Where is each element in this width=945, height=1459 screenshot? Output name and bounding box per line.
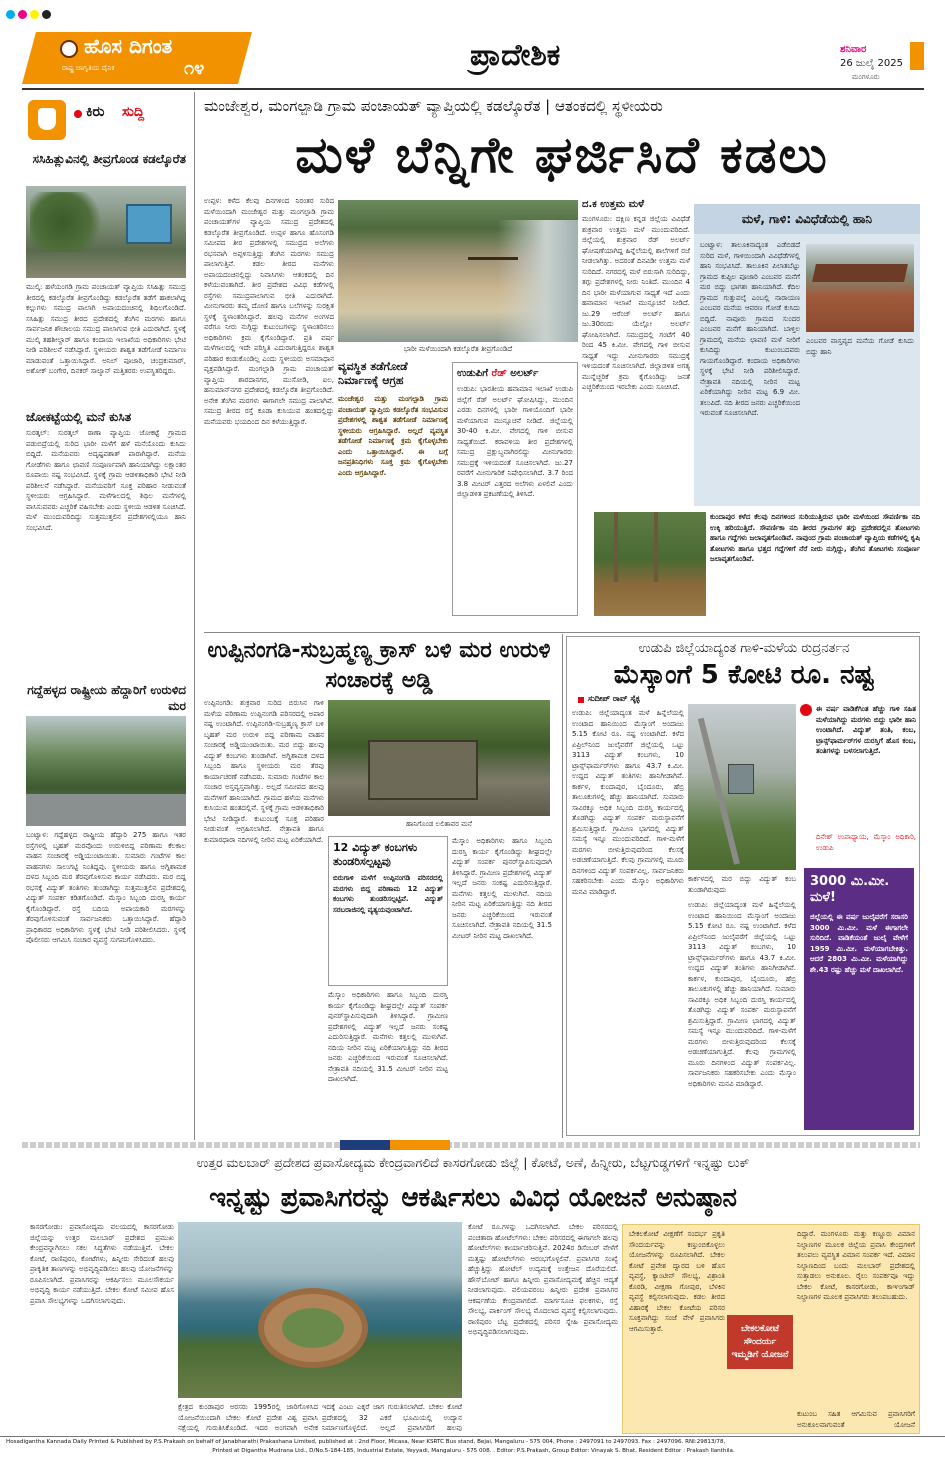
bekal-box xyxy=(622,1224,920,1434)
kiru-item2-body: ಸುರತ್ಕಲ್: ಸುರತ್ಕಲ್ ಠಾಣಾ ವ್ಯಾಪ್ತಿಯ ಜೋಕಟ್ಟೆ ಗ್ರಾಮದ ಪಡುಬಿದ್ರೆಯಲ್ಲಿ ಸುರಿದ ಭಾರೀ ಮಳೆಗೆ ಹಳೆ ಮನೆಯೊಂದು ಕುಸಿದು ಬಿದ್ದಿದೆ. ಮನೆಯವರು ಅದೃಷ್ಟವಶಾತ್ ಪಾರಾಗಿದ್ದಾರೆ. ಮನೆಯ ಗೋಡೆಗಳು ಹಾಗೂ ಛಾವಣಿ ಸಂಪೂರ್ಣವಾಗಿ ಹಾನಿಯಾಗಿದ್ದು ಲಕ್ಷಾಂತರ ರೂಪಾಯಿ ನಷ್ಟ ಸಂಭವಿಸಿದೆ. ಸ್ಥಳಕ್ಕೆ ಗ್ರಾಮ ಆಡಳಿತಾಧಿಕಾರಿ ಭೇಟಿ ನೀಡಿ ಪರಿಶೀಲನೆ ನಡೆಸಿದ್ದಾರೆ. ಮನೆಯವರಿಗೆ ಸೂಕ್ತ ಪರಿಹಾರ ನೀಡುವಂತೆ ಸ್ಥಳೀಯರು ಆಗ್ರಹಿಸಿದ್ದಾರೆ. ಮಳೆಗಾಲದಲ್ಲಿ ಶಿಥಿಲ ಮನೆಗಳಲ್ಲಿ ವಾಸಿಸುವವರು ಎಚ್ಚರಿಕೆ ವಹಿಸಬೇಕು ಎಂದು ಸ್ಥಳೀಯ ಆಡಳಿತ ಸೂಚಿಸಿದೆ. ಮಳೆ ಮುಂದುವರಿದಿದ್ದು ಸುತ್ತಮುತ್ತಲಿನ ಪ್ರದೇಶಗಳಲ್ಲಿಯೂ ಹಾನಿ ಸಂಭವಿಸಿದೆ. xyxy=(26,429,186,532)
udupi-byline-icon xyxy=(578,697,584,703)
udupi-red-title xyxy=(457,367,573,380)
bekal-box-badge xyxy=(727,1315,793,1369)
page-number: ೧೪ xyxy=(184,58,205,79)
uppinangadi-photo xyxy=(328,700,550,816)
damage-box-title: ಮಳೆ, ಗಾಳಿ: ವಿವಿಧೆಡೆಯಲ್ಲಿ ಹಾನಿ xyxy=(694,204,920,234)
lead-photo xyxy=(338,200,578,342)
photo-wall xyxy=(368,740,478,800)
hand-glyph-icon xyxy=(38,108,56,130)
masthead xyxy=(0,28,945,86)
photo-transformer xyxy=(728,764,754,794)
kirusuddi-label-b: ಸುದ್ದಿ xyxy=(122,104,145,120)
bekal-box-left: ಬೇಕಲಕೋಟೆ ವೀಕ್ಷಣೆಗೆ ಸಂದರ್ಭ ಪ್ರಕೃತಿ ಸೌಂದರ್ಯವನ್ನು ಕಣ್ತುಂಬಿಕೊಳ್ಳಲು ಯೋಜನೆಗಳನ್ನು ರೂಪಿಸಲಾಗಿದೆ. ಬೇಕಲ ಕೋಟೆ ಪ್ರವೇಶ ದ್ವಾರದ ಬಳಿ ಹೊಸ ವ್ಯವಸ್ಥೆ, ಕ್ಯಾಂಟೀನ್ ಸೌಲಭ್ಯ, ವಿಶ್ರಾಂತಿ ಕೊಠಡಿ, ವೀಕ್ಷಣಾ ಗೋಪುರ, ಬೆಳಕಿನ ವ್ಯವಸ್ಥೆ ಕಲ್ಪಿಸಲಾಗುವುದು. ಕಡಲ ತೀರದ ವಿಹಾರಕ್ಕೆ ಬೇಕಲ ಕೋಟೆಯ ಪರಿಸರ ಸೂಕ್ತವಾಗಿದ್ದು ಸಂಜೆ ವೇಳೆ ಪ್ರವಾಸಿಗರು ಆಗಮಿಸುತ್ತಾರೆ. xyxy=(629,1230,725,1333)
photo-palms xyxy=(614,512,618,582)
lead-kicker: ಮಂಜೇಶ್ವರ, ಮಂಗಲ್ಪಾಡಿ ಗ್ರಾಮ ಪಂಚಾಯತ್ ವ್ಯಾಪ್ತಿಯಲ್ಲಿ ಕಡಲ್ಕೊರೆತ | ಆತಂಕದಲ್ಲಿ ಸ್ಥಳೀಯರು xyxy=(204,97,663,115)
photo-driftwood xyxy=(468,236,518,260)
quote-by: ದಿನೇಶ್ ಉಪಾಧ್ಯಾಯ, ಮೆಸ್ಕಾಂ ಅಧಿಕಾರಿ, ಉಡುಪಿ xyxy=(816,833,916,852)
section-title: ಪ್ರಾದೇಶಿಕ xyxy=(470,38,561,73)
masthead-rule xyxy=(22,88,924,90)
rain-stat-body: ಜಿಲ್ಲೆಯಲ್ಲಿ ಈ ವರ್ಷ ಜುಲೈವರೆಗೆ ಸರಾಸರಿ 3000 ಮಿ.ಮೀ. ಮಳೆ ಈಗಾಗಲೇ ಸುರಿದಿದೆ. ವಾಡಿಕೆಯಂತೆ ಜುಲೈ ವೇಳೆಗೆ 1959 ಮಿ.ಮೀ. ಮಳೆಯಾಗಬೇಕಿತ್ತು. ಆದರೆ 2803 ಮಿ.ಮೀ. ಮಳೆಯಾಗಿದ್ದು ಶೇ.43 ರಷ್ಟು ಹೆಚ್ಚು ಮಳೆ ದಾಖಲಾಗಿದೆ. xyxy=(810,913,908,974)
tourism-col1: ಕಾಸರಗೋಡು: ಪ್ರವಾಸೋದ್ಯಮ ವಲಯದಲ್ಲಿ ಕಾಸರಗೋಡು ಜಿಲ್ಲೆಯನ್ನು ಉತ್ತರ ಮಲಬಾರ್ ಪ್ರದೇಶದ ಪ್ರಮುಖ ಕೇಂದ್ರವನ್ನಾಗಿಸಲು ಸಕಲ ಸಿದ್ಧತೆಗಳು ನಡೆಯುತ್ತಿವೆ. ಬೇಕಲ ಕೋಟೆ, ರಾಣಿಪುರಂ, ಕೋಟೆಗಳು, ಹಿನ್ನೀರು ಸೇರಿದಂತೆ ಹಲವು ಪ್ರಾಕೃತಿಕ ತಾಣಗಳನ್ನು ಅಭಿವೃದ್ಧಿಪಡಿಸಲು ಹಲವು ಯೋಜನೆಗಳನ್ನು ರೂಪಿಸಲಾಗಿದೆ. ಪ್ರವಾಸಿಗರನ್ನು ಆಕರ್ಷಿಸಲು ಮೂಲಸೌಕರ್ಯ ಅಭಿವೃದ್ಧಿ ಕಾರ್ಯ ನಡೆಯುತ್ತಿದೆ. ಬೇಕಲ ಕೋಟೆ ಸಮೀಪ ಹೊಸ ಪ್ರವಾಸಿ ಸೌಲಭ್ಯಗಳನ್ನು ಒದಗಿಸಲಾಗುವುದು. xyxy=(30,1223,174,1305)
rain-dk-block xyxy=(582,198,690,514)
kirusuddi-header xyxy=(22,92,190,148)
flood-caption: ಕುಂದಾಪುರ ಕಳೆದ ಕೆಲವು ದಿನಗಳಿಂದ ಸುರಿಯುತ್ತಿರುವ ಭಾರೀ ಮಳೆಯಿಂದ ಸೌಪರ್ಣಿಕಾ ನದಿ ಉಕ್ಕಿ ಹರಿಯುತ್ತಿದೆ. ಸೌಪರ್ಣಿಕಾ ನದಿ ತೀರದ ಗ್ರಾಮಗಳ ತಗ್ಗು ಪ್ರದೇಶದಲ್ಲಿನ ತೋಟಗಳು ಹಾಗೂ ಗದ್ದೆಗಳು ಜಲಾವೃತಗೊಂಡಿವೆ. ನಾವುಂದ ಗ್ರಾಮ ಪಂಚಾಯತ್ ವ್ಯಾಪ್ತಿಯ ಕಡೆಗಳಲ್ಲಿ ಕೃಷಿ ತೋಟಗಳು ಹಾಗೂ ಭತ್ತದ ಗದ್ದೆಗಳಿಗೆ ನೆರೆ ನೀರು ನುಗ್ಗಿದ್ದು, ತೆಂಗಿನ ತೋಟಗಳು ಸಂಪೂರ್ಣ ಜಲಾವೃತಗೊಂಡಿವೆ. xyxy=(710,513,920,563)
rain-stat-box xyxy=(804,868,914,1130)
photo-fort-inner xyxy=(282,1308,344,1348)
quote-text: ಈ ವರ್ಷ ವಾಡಿಕೆಗಿಂತ ಹೆಚ್ಚು ಗಾಳಿ ಸಹಿತ ಮಳೆಯಾಗಿದ್ದು ಮರಗಳು ಬಿದ್ದು ಭಾರೀ ಹಾನಿ ಉಂಟಾಗಿದೆ. ವಿದ್ಯುತ್ ತಂತಿ, ಕಂಬ, ಟ್ರಾನ್ಸ್‌ಫಾರ್ಮರ್‌ಗಳ ದುರಸ್ತಿಗೆ ಹೊಸ ಕಂಬ, ತಂತಿಗಳನ್ನು ಬಳಸಲಾಗುತ್ತಿದೆ. xyxy=(816,705,916,755)
rain-dk-title: ದ.ಕ ಉತ್ತಮ ಮಳೆ xyxy=(582,199,644,210)
uppinangadi-body1: ಉಪ್ಪಿನಂಗಡಿ: ಶುಕ್ರವಾರ ಸುರಿದ ಬಿರುಸಿನ ಗಾಳಿ ಮಳೆಯ ಪರಿಣಾಮ ಉಪ್ಪಿನಂಗಡಿ ಪರಿಸರದಲ್ಲಿ ಅಪಾರ ನಷ್ಟ ಉಂಟಾಗಿದೆ. ಉಪ್ಪಿನಂಗಡಿ-ಸುಬ್ರಹ್ಮಣ್ಯ ಕ್ರಾಸ್ ಬಳಿ ಬೃಹತ್ ಮರ ಉರುಳಿ ಬಿದ್ದ ಪರಿಣಾಮ ವಾಹನ ಸಂಚಾರಕ್ಕೆ ಅಡ್ಡಿಯುಂಟಾಯಿತು. ಮರ ಬಿದ್ದು ಹಲವು ವಿದ್ಯುತ್ ಕಂಬಗಳು ತುಂಡಾಗಿವೆ. ಅಗ್ನಿಶಾಮಕ ದಳದ ಸಿಬ್ಬಂದಿ ಹಾಗೂ ಸ್ಥಳೀಯರು ಮರ ತೆರವು ಕಾರ್ಯಾಚರಣೆ ನಡೆಸಿದರು. ಸುಮಾರು ಗಂಟೆಗಳ ಕಾಲ ಸಂಚಾರ ಅಸ್ತವ್ಯಸ್ತವಾಗಿತ್ತು. ಅಲ್ಲದೆ ಸಮೀಪದ ಹಲವು ಮನೆಗಳಿಗೆ ಹಾನಿಯಾಗಿದೆ. ಗ್ರಾಮದ ಹಳೆಯ ಮನೆಗಳು ಕುಸಿಯುವ ಹಂತದಲ್ಲಿವೆ. ಸ್ಥಳಕ್ಕೆ ಗ್ರಾಮ ಆಡಳಿತಾಧಿಕಾರಿ ಭೇಟಿ ನೀಡಿದ್ದಾರೆ. ಕುಟುಂಬಕ್ಕೆ ಸೂಕ್ತ ಪರಿಹಾರ ನೀಡುವಂತೆ ಆಗ್ರಹಿಸಲಾಗಿದೆ. ನೇತ್ರಾವತಿ ಹಾಗೂ ಕುಮಾರಧಾರಾ ನದಿಗಳಲ್ಲಿ ನೀರಿನ ಮಟ್ಟ ಏರಿಕೆಯಾಗಿದೆ. xyxy=(204,699,324,844)
separator-orange-bar xyxy=(390,1140,450,1150)
udupi-byline: ಸುದೀಪ್ ರಾವ್ ಸೈಕ್ಳ xyxy=(588,694,640,703)
uppinangadi-body3: ಮೆಸ್ಕಾಂ ಅಧಿಕಾರಿಗಳು ಹಾಗೂ ಸಿಬ್ಬಂದಿ ದುರಸ್ತಿ ಕಾರ್ಯ ಕೈಗೊಂಡಿದ್ದು ಶೀಘ್ರದಲ್ಲೇ ವಿದ್ಯುತ್ ಸಂಪರ್ಕ ಪುನರ್‌ಸ್ಥಾಪಿಸುವುದಾಗಿ ತಿಳಿಸಿದ್ದಾರೆ. ಗ್ರಾಮೀಣ ಪ್ರದೇಶಗಳಲ್ಲಿ ವಿದ್ಯುತ್ ಇಲ್ಲದೆ ಜನರು ಸಂಕಷ್ಟ ಎದುರಿಸುತ್ತಿದ್ದಾರೆ. ಮನೆಗಳು ಕತ್ತಲಲ್ಲಿ ಮುಳುಗಿವೆ. ನದಿಯ ನೀರಿನ ಮಟ್ಟ ಏರಿಕೆಯಾಗುತ್ತಿದ್ದು ನದಿ ತೀರದ ಜನರು ಎಚ್ಚರಿಕೆಯಿಂದ ಇರುವಂತೆ ಸೂಚಿಸಲಾಗಿದೆ. ನೇತ್ರಾವತಿ ನದಿಯಲ್ಲಿ 31.5 ಮೀಟರ್ ನೀರಿನ ಮಟ್ಟ ದಾಖಲಾಗಿದೆ. xyxy=(328,991,448,1083)
kiru-item3-title: ಗದ್ದೆಹಳ್ಳದ ರಾಷ್ಟ್ರೀಯ ಹೆದ್ದಾರಿಗೆ ಉರುಳಿದ ಮರ xyxy=(27,683,186,713)
photo-structure xyxy=(126,204,172,244)
quote-mark-icon xyxy=(800,704,812,716)
brand-tagline: ರಾಷ್ಟ್ರ ಜಾಗೃತಿಯ ದೈನಿಕ xyxy=(62,64,115,72)
lead-headline: ಮಳೆ ಬೆನ್ನಿಗೇ ಘರ್ಜಿಸಿದೆ ಕಡಲು xyxy=(295,126,829,184)
kiru-dot-icon xyxy=(74,110,82,118)
damage-photo-caption: ಎಂಬವರ ವಾಸ್ತವ್ಯದ ಮನೆಯ ಗೋಡೆ ಕುಸಿದು ಬಿದ್ದು ಹಾನಿ xyxy=(806,337,914,356)
quote-box xyxy=(800,704,916,862)
pole-caption: ಕಾರ್ಕಳದಲ್ಲಿ ಮರ ಬಿದ್ದು ವಿದ್ಯುತ್ ಕಂಬ ತುಂಡಾಗಿರುವುದು xyxy=(688,875,796,894)
reg-mark-black xyxy=(42,10,51,19)
photo-roof xyxy=(812,264,908,282)
mid-vertical-divider xyxy=(562,634,563,1138)
broken-pole-photo xyxy=(688,704,796,870)
kirusuddi-label-a: ಕಿರು xyxy=(86,104,105,120)
udupi-red-box xyxy=(452,362,578,616)
issue-date: 26 ಜುಲೈ 2025 xyxy=(840,58,903,69)
udupi-red-body: ಉಡುಪಿ: ಭಾರತೀಯ ಹವಾಮಾನ ಇಲಾಖೆ ಉಡುಪಿ ಜಿಲ್ಲೆಗೆ ರೆಡ್ ಅಲರ್ಟ್ ಘೋಷಿಸಿದ್ದು, ಮುಂದಿನ ಎರಡು ದಿನಗಳಲ್ಲಿ ಭಾರೀ ಗಾಳಿಯೊಂದಿಗೆ ಭಾರೀ ಮಳೆಯಾಗುವ ಮುನ್ಸೂಚನೆ ನೀಡಿದೆ. ಜಿಲ್ಲೆಯಲ್ಲಿ 30-40 ಕಿ.ಮೀ. ವೇಗದಲ್ಲಿ ಗಾಳಿ ಬೀಸುವ ಸಾಧ್ಯತೆಯಿದೆ. ಕರಾವಳಿಯ ತೀರ ಪ್ರದೇಶಗಳಲ್ಲಿ ಸಮುದ್ರ ಪ್ರಕ್ಷುಬ್ಧವಾಗಿರಲಿದ್ದು ಮೀನುಗಾರರು ಸಮುದ್ರಕ್ಕೆ ಇಳಿಯದಂತೆ ಸೂಚಿಸಲಾಗಿದೆ. ಜು.27 ರವರೆಗೆ ಮೀನುಗಾರಿಕೆ ನಿಷೇಧಿಸಲಾಗಿದೆ. 3.7 ರಿಂದ 3.8 ಮೀಟರ್ ಎತ್ತರದ ಅಲೆಗಳು ಏಳಲಿವೆ ಎಂದು ಜಿಲ್ಲಾಡಳಿತ ಪ್ರಕಟಣೆಯಲ್ಲಿ ತಿಳಿಸಿದೆ. xyxy=(457,385,573,498)
tourism-col3: ಕೋಟೆ ರೂ.ಗಳನ್ನು ಒದಗಿಸಲಾಗಿದೆ. ಬೇಕಲ ಪರಿಸರದಲ್ಲಿ ಪಂಚತಾರಾ ಹೋಟೆಲ್‌ಗಳು: ಬೇಕಲ ಪರಿಸರದಲ್ಲಿ ಈಗಾಗಲೇ ಹಲವು ಹೋಟೆಲ್‌ಗಳು ಕಾರ್ಯಾಚರಿಸುತ್ತಿವೆ. 2024ರ ಡಿಸೆಂಬರ್ ವೇಳೆಗೆ ಮತ್ತಷ್ಟು ಹೋಟೆಲ್‌ಗಳು ಆರಂಭಗೊಳ್ಳಲಿವೆ. ಪ್ರವಾಸಿಗರ ಸಂಖ್ಯೆ ಹೆಚ್ಚುತ್ತಿದ್ದು ಹೋಟೆಲ್ ಉದ್ಯಮಕ್ಕೆ ಉತ್ತೇಜನ ದೊರೆಯಲಿದೆ. ಹೌಸ್‌ಬೋಟ್ ಹಾಗೂ ಹಿನ್ನೀರು ಪ್ರವಾಸೋದ್ಯಮಕ್ಕೆ ಹೆಚ್ಚಿನ ಆದ್ಯತೆ ನೀಡಲಾಗುವುದು. ವಲಿಯಪರಂಬ ಹಿನ್ನೀರು ಪ್ರದೇಶ ಪ್ರವಾಸಿಗರ ಆಕರ್ಷಣೆಯ ಕೇಂದ್ರವಾಗಲಿದೆ. ಮಾರ್ಗಸೂಚಿ ಫಲಕಗಳು, ರಸ್ತೆ ಸೌಲಭ್ಯ, ಪಾರ್ಕಿಂಗ್ ಸೌಲಭ್ಯ ಮೊದಲಾದ ವ್ಯವಸ್ಥೆ ಕಲ್ಪಿಸಲಾಗುವುದು. ರಾಣಿಪುರಂ ಬೆಟ್ಟ ಪ್ರದೇಶದಲ್ಲಿ ಪರಿಸರ ಸ್ನೇಹಿ ಪ್ರವಾಸೋದ್ಯಮ ಅಭಿವೃದ್ಧಿಪಡಿಸಲಾಗುವುದು. xyxy=(468,1223,618,1336)
rain-stat-title: 3000 ಮಿ.ಮೀ. ಮಳೆ! xyxy=(810,874,890,905)
uppinangadi-headline: ಉಪ್ಪಿನಂಗಡಿ-ಸುಬ್ರಹ್ಮಣ್ಯ ಕ್ರಾಸ್ ಬಳಿ ಮರ ಉರುಳಿ ಸಂಚಾರಕ್ಕೆ ಅಡ್ಡಿ xyxy=(207,638,551,693)
photo-road xyxy=(26,794,186,826)
tourism-headline: ಇನ್ನಷ್ಟು ಪ್ರವಾಸಿಗರನ್ನು ಆಕರ್ಷಿಸಲು ವಿವಿಧ ಯೋಜನೆ ಅನುಷ್ಠಾನ xyxy=(209,1183,737,1213)
damage-box xyxy=(694,204,920,506)
photo-trees xyxy=(30,192,110,252)
lead-side-title: ವ್ಯವಸ್ಥಿತ ತಡೆಗೋಡೆ ನಿರ್ಮಾಣಕ್ಕೆ ಆಗ್ರಹ xyxy=(338,360,408,387)
poles-title: 12 ವಿದ್ಯುತ್ ಕಂಬಗಳು ತುಂಡರಿಸಲ್ಪಟ್ಟವು xyxy=(333,841,418,868)
brand-name: ಹೊಸ ದಿಗಂತ xyxy=(84,34,173,58)
udupi-red-title-b: ರೆಡ್ xyxy=(491,368,507,379)
bekal-box-badge-text: ಬೇಕಲಕೋಟೆ ಸೌಂದರ್ಯ ಇಮ್ಮಡಿಗೆ ಯೋಜನೆ xyxy=(731,1323,789,1360)
issue-city: ಮಂಗಳೂರು xyxy=(852,73,880,81)
poles-body: ಬಿರುಗಾಳಿ ಮಳೆಗೆ ಉಪ್ಪಿನಂಗಡಿ ಪರಿಸರದಲ್ಲಿ ಮರಗಳು ಬಿದ್ದ ಪರಿಣಾಮ 12 ವಿದ್ಯುತ್ ಕಂಬಗಳು ತುಂಡರಿಸಲ್ಪಟ್ಟಿವೆ. ವಿದ್ಯುತ್ ಸರಬರಾಜಿನಲ್ಲಿ ವ್ಯತ್ಯಯವುಂಟಾಗಿದೆ. xyxy=(333,874,443,914)
poles-box xyxy=(328,836,448,986)
udupi-loss-headline: ಮೆಸ್ಕಾಂಗೆ 5 ಕೋಟಿ ರೂ. ನಷ್ಟ xyxy=(613,660,875,690)
issue-day: ಶನಿವಾರ xyxy=(840,44,867,55)
flood-photo xyxy=(594,512,706,616)
udupi-red-title-c: ಅಲರ್ಟ್ xyxy=(506,368,539,379)
rain-dk-body: ಮಂಗಳೂರು: ದಕ್ಷಿಣ ಕನ್ನಡ ಜಿಲ್ಲೆಯ ವಿವಿಧೆಡೆ ಶುಕ್ರವಾರ ಉತ್ತಮ ಮಳೆ ಮುಂದುವರಿದಿದೆ. ಜಿಲ್ಲೆಯಲ್ಲಿ ಶುಕ್ರವಾರ ರೆಡ್ ಅಲರ್ಟ್ ಘೋಷಣೆಯಾಗಿದ್ದ ಹಿನ್ನೆಲೆಯಲ್ಲಿ ಶಾಲೆಗಳಿಗೆ ರಜೆ ನೀಡಲಾಗಿತ್ತು. ಅದರಂತೆ ದಿನವಿಡೀ ಉತ್ತಮ ಮಳೆ ಸುರಿದಿದೆ. ನಗರದಲ್ಲಿ ಮಳೆ ಬಿರುಸಾಗಿ ಸುರಿದಿದ್ದು, ತಗ್ಗು ಪ್ರದೇಶಗಳಲ್ಲಿ ನೀರು ನಿಂತಿದೆ. ಮುಂದಿನ 4 ದಿನ ಭಾರೀ ಮಳೆಯಾಗುವ ಸಾಧ್ಯತೆ ಇದೆ ಎಂದು ಹವಾಮಾನ ಇಲಾಖೆ ಮುನ್ಸೂಚನೆ ನೀಡಿದೆ. ಜು.29 ಆರೆಂಜ್ ಅಲರ್ಟ್ ಹಾಗೂ ಜು.30ರಂದು ಯೆಲ್ಲೋ ಅಲರ್ಟ್ ಘೋಷಿಸಲಾಗಿದೆ. ಸಮುದ್ರದಲ್ಲಿ ಗಂಟೆಗೆ 40 ರಿಂದ 45 ಕಿ.ಮೀ. ವೇಗದಲ್ಲಿ ಗಾಳಿ ಬೀಸುವ ಸಾಧ್ಯತೆ ಇದ್ದು ಮೀನುಗಾರರು ಸಮುದ್ರಕ್ಕೆ ಇಳಿಯದಂತೆ ಸೂಚಿಸಲಾಗಿದೆ. ಜಿಲ್ಲಾಡಳಿತ ಅಗತ್ಯ ಮುನ್ನೆಚ್ಚರಿಕೆ ಕ್ರಮ ಕೈಗೊಂಡಿದ್ದು ಜನತೆ ಎಚ್ಚರಿಕೆಯಿಂದ ಇರಬೇಕು ಎಂದು ಸೂಚಿಸಿದೆ. xyxy=(582,215,690,391)
tourism-col1b: ಕ್ಷೇತ್ರದ ಕುಂಡಾಪುರ ಅರಸರು 1995ರಲ್ಲಿ ಜಾರಿಗೊಳಿಸಿದ ಯೋಜನೆಯಿಂದಾಗಿ ಬೇಕಲ ಕೋಟೆ ಪ್ರದೇಶ ವಿಶ್ವ ಪ್ರವಾಸಿ ನಕ್ಷೆಯಲ್ಲಿ ಗುರುತಿಸಿಕೊಂಡಿದೆ. ಇದರ ಅಂಗವಾಗಿ ಅನೇಕ xyxy=(178,1403,318,1432)
udupi-loss-kicker: ಉಡುಪಿ ಜಿಲ್ಲೆಯಾದ್ಯಂತ ಗಾಳಿ-ಮಳೆಯ ರುದ್ರನರ್ತನ xyxy=(638,641,850,656)
seaerosion-photo xyxy=(26,186,186,278)
kiru-item2-title: ಜೋಕಟ್ಟೆಯಲ್ಲಿ ಮನೆ ಕುಸಿತ xyxy=(26,410,132,424)
left-column-divider xyxy=(194,92,195,1140)
tourism-col2b: ಇದಕ್ಕೆ ಎಂಟು ಎಕ್ಕರೆ ಜಾಗ ಗುರುತಿಸಲಾಗಿದೆ. ಬೇಕಲ ಕೋಟೆ ಪ್ರದೇಶದಲ್ಲಿ 32 ಎಕರೆ ಭೂಮಿಯಲ್ಲಿ ಉದ್ಯಾನ ನಿರ್ಮಾಣಗೊಳ್ಳಲಿದೆ. ಅಲ್ಲದೆ ಪ್ರವಾಸಿಗರಿಗೆ ಹಲವು xyxy=(322,1403,462,1432)
uppinangadi-photo-caption: ಹಾನಿಗೊಂಡ ಲಲಿತಾವರ ಮನೆ xyxy=(406,820,472,828)
damage-box-body: ಬಂಟ್ವಾಳ: ತಾಲೂಕಿನಾದ್ಯಂತ ಎಡೆಬಿಡದೆ ಸುರಿದ ಮಳೆ, ಗಾಳಿಯಿಂದಾಗಿ ವಿವಿಧೆಡೆಗಳಲ್ಲಿ ಹಾನಿ ಸಂಭವಿಸಿದೆ. ತಾಲೂಕಿನ ಪಿಲಾತಬೆಟ್ಟು ಗ್ರಾಮದ ಕುಪ್ಪಿಲ ಪೂಜಾರಿ ಎಂಬವರ ಮನೆಗೆ ಮರ ಬಿದ್ದು ಭಾಗಶಃ ಹಾನಿಯಾಗಿದೆ. ಕೆದಿಲ ಗ್ರಾಮದ ಗುತ್ತುಪಲ್ಕೆ ಎಂಬಲ್ಲಿ ನಾರಾಯಣ ಎಂಬವರ ಮನೆಯ ಆವರಣ ಗೋಡೆ ಕುಸಿದು ಬಿದ್ದಿದೆ. ನಾವೂರು ಗ್ರಾಮದ ಸುಂದರ ಎಂಬವರ ಮನೆಗೆ ಹಾನಿಯಾಗಿದೆ. ಬಾಳ್ತಿಲ ಗ್ರಾಮದಲ್ಲಿ ಮನೆಯ ಛಾವಣಿ ಮಳೆ ನೀರಿಗೆ ಕುಸಿದಿದ್ದು ಕುಟುಂಬದವರು ಗಾಯಗೊಂಡಿದ್ದಾರೆ. ಕಂದಾಯ ಅಧಿಕಾರಿಗಳು ಸ್ಥಳಕ್ಕೆ ಭೇಟಿ ನೀಡಿ ಪರಿಶೀಲಿಸಿದ್ದಾರೆ. ನೇತ್ರಾವತಿ ನದಿಯಲ್ಲಿ ನೀರಿನ ಮಟ್ಟ ಏರಿಕೆಯಾಗಿದ್ದು ನೀರಿನ ಮಟ್ಟ 6.9 ಮೀ. ತಲುಪಿದೆ. ನದಿ ತೀರದ ಜನರು ಎಚ್ಚರಿಕೆಯಿಂದ ಇರುವಂತೆ ಸೂಚಿಸಲಾಗಿದೆ. xyxy=(700,241,800,417)
footer-imprint-1: Hosadigantha Kannada Daily Printed & Published by P.S.Prakash on behalf of Janabharathi Prakashana Limited, published at : 2nd Floor, Micasa, Near KSRTC Bus stand, Bejai, Mangaluru - 575 004, Phone : 2497091 to 2497093. Fax : 2497096. RNI:29813/78, xyxy=(6,1439,726,1445)
lead-photo-caption: ಭಾರೀ ಮಳೆಯಿಂದಾಗಿ ಕಡಲ್ಕೊರೆತ ತೀವ್ರಗೊಂಡಿದೆ xyxy=(403,345,513,353)
damage-house-photo xyxy=(806,244,914,332)
bekal-fort-photo xyxy=(178,1222,462,1398)
kiru-item3-body: ಬಂಟ್ವಾಳ: ಗದ್ದೆಹಳ್ಳದ ರಾಷ್ಟ್ರೀಯ ಹೆದ್ದಾರಿ 275 ಹಾಗೂ ಇತರ ರಸ್ತೆಗಳಲ್ಲಿ ಬೃಹತ್ ಮರವೊಂದು ಉರುಳಿಬಿದ್ದ ಪರಿಣಾಮ ಕೆಲಕಾಲ ವಾಹನ ಸಂಚಾರಕ್ಕೆ ಅಡ್ಡಿಯುಂಟಾಯಿತು. ಸುಮಾರು ಗಂಟೆಗಳ ಕಾಲ ವಾಹನಗಳು ಸಾಲುಗಟ್ಟಿ ನಿಂತಿದ್ದವು. ಸ್ಥಳೀಯರು ಹಾಗೂ ಅಗ್ನಿಶಾಮಕ ದಳದ ಸಿಬ್ಬಂದಿ ಮರ ತೆರವುಗೊಳಿಸುವ ಕಾರ್ಯ ನಡೆಸಿದರು. ಮರ ಬಿದ್ದ ರಭಸಕ್ಕೆ ವಿದ್ಯುತ್ ತಂತಿಗಳು ತುಂಡಾಗಿದ್ದು ಸುತ್ತಮುತ್ತಲಿನ ಪ್ರದೇಶದಲ್ಲಿ ವಿದ್ಯುತ್ ಸಂಪರ್ಕ ಕಡಿತಗೊಂಡಿದೆ. ಮೆಸ್ಕಾಂ ಸಿಬ್ಬಂದಿ ದುರಸ್ತಿ ಕಾರ್ಯ ಕೈಗೊಂಡಿದ್ದಾರೆ. ರಸ್ತೆ ಬದಿಯ ಅಪಾಯಕಾರಿ ಮರಗಳನ್ನು ತೆರವುಗೊಳಿಸುವಂತೆ ಸಾರ್ವಜನಿಕರು ಒತ್ತಾಯಿಸಿದ್ದಾರೆ. ಹೆದ್ದಾರಿ ಪ್ರಾಧಿಕಾರದ ಅಧಿಕಾರಿಗಳು ಸ್ಥಳಕ್ಕೆ ಭೇಟಿ ನೀಡಿ ಪರಿಶೀಲಿಸಿದರು. ಸ್ಥಳಕ್ಕೆ ಪೊಲೀಸರು ಆಗಮಿಸಿ ಸಂಚಾರ ವ್ಯವಸ್ಥೆ ಸುಗಮಗೊಳಿಸಿದರು. xyxy=(26,831,186,944)
tourism-kicker: ಉತ್ತರ ಮಲಬಾರ್ ಪ್ರದೇಶದ ಪ್ರವಾಸೋದ್ಯಮ ಕೇಂದ್ರವಾಗಲಿದೆ ಕಾಸರಗೋಡು ಜಿಲ್ಲೆ | ಕೋಟೆ, ಅಣೆ, ಹಿನ್ನೀರು, ಬೆಟ್ಟಗುಡ್ಡಗಳಿಗೆ ಇನ್ನಷ್ಟು ಲುಕ್ xyxy=(196,1155,750,1170)
bekal-box-bottom: ಕುಟುಂಬ ಸಹಿತ ಆಗಮಿಸುವ ಪ್ರವಾಸಿಗರಿಗೆ ಅನುಕೂಲವಾಗುವಂತೆ ಯೋಜನೆ xyxy=(797,1410,915,1429)
reg-mark-magenta xyxy=(18,10,27,19)
brand-emblem-icon xyxy=(60,40,78,58)
kiru-item1-body: ಮುಲ್ಕಿ: ಹಳೆಯಂಗಡಿ ಗ್ರಾಮ ಪಂಚಾಯತ್ ವ್ಯಾಪ್ತಿಯ ಸಸಿಹಿತ್ಲು ಸಮುದ್ರ ತೀರದಲ್ಲಿ ಕಡಲ್ಕೊರೆತ ತೀವ್ರಗೊಂಡಿದ್ದು ಕಡಲ್ಕೊರೆತ ತಡೆಗೆ ಹಾಕಲಾಗಿದ್ದ ಕಲ್ಲುಗಳು ಸಮುದ್ರ ಪಾಲಾಗಿ ಅಪಾಯದಂಚಿನಲ್ಲಿ ಶಿಥಿಲಗೊಂಡಿದೆ. ಸಸಿಹಿತ್ಲು ಸಮುದ್ರ ತೀರದ ಪ್ರದೇಶದಲ್ಲಿ ತೆಂಗಿನ ಮರಗಳು ಹಾಗೂ ಸಾರ್ವಜನಿಕ ಶೌಚಾಲಯ ಸಮುದ್ರ ಪಾಲಾಗುವ ಭೀತಿ ಎದುರಾಗಿದೆ. ಸ್ಥಳಕ್ಕೆ ಮುಲ್ಕಿ ತಹಶೀಲ್ದಾರ್ ಹಾಗೂ ಕಂದಾಯ ಇಲಾಖೆಯ ಅಧಿಕಾರಿಗಳು ಭೇಟಿ ನೀಡಿ ಪರಿಶೀಲನೆ ನಡೆಸಿದ್ದಾರೆ. ಸ್ಥಳೀಯರು ಶಾಶ್ವತ ತಡೆಗೋಡೆ ನಿರ್ಮಾಣ ಮಾಡುವಂತೆ ಒತ್ತಾಯಿಸಿದ್ದಾರೆ. ಅನಿಲ್ ಪೂಜಾರಿ, ಚಂದ್ರಕುಮಾರ್, ಅಶೋಕ್ ಬಂಗೇರ, ದಿನಕರ್ ಸಾಲ್ಯಾನ್ ಮತ್ತಿತರರು ಉಪಸ್ಥಿತರಿದ್ದರು. xyxy=(26,283,186,375)
photo-palms-2 xyxy=(654,512,658,582)
udupi-red-title-a: ಉಡುಪಿಗೆ xyxy=(457,368,492,379)
lead-bottom-rule xyxy=(204,632,920,633)
lead-col1: ಉಪ್ಪಳ: ಕಳೆದ ಕೆಲವು ದಿನಗಳಿಂದ ನಿರಂತರ ಸುರಿದ ಮಳೆಯಿಂದಾಗಿ ಮಂಜೇಶ್ವರ ಮತ್ತು ಮಂಗಲ್ಪಾಡಿ ಗ್ರಾಮ ಪಂಚಾಯತ್‌ಗಳ ವ್ಯಾಪ್ತಿಯ ಸಮುದ್ರ ಪ್ರದೇಶದಲ್ಲಿ ಕಡಲ್ಕೊರೆತ ತೀವ್ರಗೊಂಡಿದೆ. ಉಪ್ಪಳ ಹಾಗೂ ಹೊಸಂಗಡಿ ಸಮೀಪದ ತೀರ ಪ್ರದೇಶಗಳಲ್ಲಿ ಸಮುದ್ರದ ಅಲೆಗಳು ರಭಸವಾಗಿ ಅಪ್ಪಳಿಸುತ್ತಿದ್ದು ತೆಂಗಿನ ಮರಗಳು ಸಮುದ್ರ ಪಾಲಾಗುತ್ತಿವೆ. ಕಡಲ ತೀರದ ಮನೆಗಳು ಅಪಾಯದಂಚಿನಲ್ಲಿದ್ದು ನಿವಾಸಿಗಳು ಆತಂಕದಲ್ಲಿ ದಿನ ಕಳೆಯುವಂತಾಗಿದೆ. ತೀರ ಪ್ರದೇಶದ ವಿವಿಧ ಕಡೆಗಳಲ್ಲಿ ರಸ್ತೆಗಳು ಸಮುದ್ರಪಾಲಾಗುವ ಭೀತಿ ಎದುರಾಗಿದೆ. ಮೀನುಗಾರರು ತಮ್ಮ ದೋಣಿ ಹಾಗೂ ಬಲೆಗಳನ್ನು ಸುರಕ್ಷಿತ ಸ್ಥಳಕ್ಕೆ ಸ್ಥಳಾಂತರಿಸಿದ್ದಾರೆ. ಹಲವು ಮನೆಗಳ ಅಂಗಳದ ವರೆಗೂ ನೀರು ನುಗ್ಗಿದ್ದು ಕುಟುಂಬಗಳನ್ನು ಸ್ಥಳಾಂತರಿಸಲು ಅಧಿಕಾರಿಗಳು ಕ್ರಮ ಕೈಗೊಂಡಿದ್ದಾರೆ. ಪ್ರತಿ ವರ್ಷ ಮಳೆಗಾಲದಲ್ಲಿ ಇದೇ ಪರಿಸ್ಥಿತಿ ಎದುರಾಗುತ್ತಿದ್ದರೂ ಶಾಶ್ವತ ಪರಿಹಾರ ಕಂಡುಕೊಂಡಿಲ್ಲ ಎಂದು ಸ್ಥಳೀಯರು ಅಸಮಾಧಾನ ವ್ಯಕ್ತಪಡಿಸಿದ್ದಾರೆ. ಮಂಗಲ್ಪಾಡಿ ಗ್ರಾಮ ಪಂಚಾಯತ್ ವ್ಯಾಪ್ತಿಯ ಶಾರದಾನಗರ, ಮುಸೋಡಿ, ಐಲ, ಹನುಮಾನ್‌ನಗರ ಪ್ರದೇಶದಲ್ಲಿ ಕಡಲ್ಕೊರೆತ ತೀವ್ರಗೊಂಡಿದೆ. ಅನೇಕ ತೆಂಗಿನ ಮರಗಳು ಈಗಾಗಲೇ ಸಮುದ್ರ ಪಾಲಾಗಿವೆ. ಸಮುದ್ರ ತೀರದ ರಸ್ತೆ ಕೂಡಾ ಕುಸಿಯುವ ಹಂತದಲ್ಲಿದ್ದು ಮನೆಯವರು ಭಯದಿಂದ ದಿನ ಕಳೆಯುತ್ತಿದ್ದಾರೆ. xyxy=(204,197,334,426)
reg-mark-yellow xyxy=(30,10,39,19)
lead-side-box xyxy=(338,360,448,632)
kiru-item1-title: ಸಸಿಹಿತ್ಲುವಿನಲ್ಲಿ ತೀವ್ರಗೊಂಡ ಕಡಲ್ಕೊರೆತ xyxy=(32,152,186,166)
footer-imprint-2: Printed at Digantha Mudrana Ltd., D/No.5-184-185, Industrial Estate, Yeyyadi, Mangaluru - 575 008. . Editor: P.S.Prakash, Group Editor: Vinayak S. Bhat, Resident Editor : Prakash Ilanthila. xyxy=(212,1448,735,1454)
uppinangadi-body2: ಮೆಸ್ಕಾಂ ಅಧಿಕಾರಿಗಳು ಹಾಗೂ ಸಿಬ್ಬಂದಿ ದುರಸ್ತಿ ಕಾರ್ಯ ಕೈಗೊಂಡಿದ್ದು ಶೀಘ್ರದಲ್ಲೇ ವಿದ್ಯುತ್ ಸಂಪರ್ಕ ಪುನರ್‌ಸ್ಥಾಪಿಸುವುದಾಗಿ ತಿಳಿಸಿದ್ದಾರೆ. ಗ್ರಾಮೀಣ ಪ್ರದೇಶಗಳಲ್ಲಿ ವಿದ್ಯುತ್ ಇಲ್ಲದೆ ಜನರು ಸಂಕಷ್ಟ ಎದುರಿಸುತ್ತಿದ್ದಾರೆ. ಮನೆಗಳು ಕತ್ತಲಲ್ಲಿ ಮುಳುಗಿವೆ. ನದಿಯ ನೀರಿನ ಮಟ್ಟ ಏರಿಕೆಯಾಗುತ್ತಿದ್ದು ನದಿ ತೀರದ ಜನರು ಎಚ್ಚರಿಕೆಯಿಂದ ಇರುವಂತೆ ಸೂಚಿಸಲಾಗಿದೆ. ನೇತ್ರಾವತಿ ನದಿಯಲ್ಲಿ 31.5 ಮೀಟರ್ ನೀರಿನ ಮಟ್ಟ ದಾಖಲಾಗಿದೆ. xyxy=(452,837,552,940)
footer-rule xyxy=(0,1436,945,1437)
udupi-loss-body: ಉಡುಪಿ: ಜಿಲ್ಲೆಯಾದ್ಯಂತ ಮಳೆ ಹಿನ್ನೆಲೆಯಲ್ಲಿ ಉಂಟಾದ ಹಾನಿಯಿಂದ ಮೆಸ್ಕಾಂಗೆ ಅಂದಾಜು 5.15 ಕೋಟಿ ರೂ. ನಷ್ಟ ಉಂಟಾಗಿದೆ. ಕಳೆದ ಏಪ್ರಿಲ್‌ನಿಂದ ಜುಲೈವರೆಗೆ ಜಿಲ್ಲೆಯಲ್ಲಿ ಒಟ್ಟು 3113 ವಿದ್ಯುತ್ ಕಂಬಗಳು, 10 ಟ್ರಾನ್ಸ್‌ಫಾರ್ಮರ್‌ಗಳು ಹಾಗೂ 43.7 ಕಿ.ಮೀ. ಉದ್ದದ ವಿದ್ಯುತ್ ತಂತಿಗಳು ಹಾನಿಗೀಡಾಗಿವೆ. ಕಾರ್ಕಳ, ಕುಂದಾಪುರ, ಬೈಂದೂರು, ಹೆಬ್ರಿ ತಾಲೂಕುಗಳಲ್ಲಿ ಹೆಚ್ಚು ಹಾನಿಯಾಗಿದೆ. ಸುಮಾರು ಸಾವಿರಕ್ಕೂ ಅಧಿಕ ಸಿಬ್ಬಂದಿ ದುರಸ್ತಿ ಕಾರ್ಯದಲ್ಲಿ ತೊಡಗಿದ್ದು ವಿದ್ಯುತ್ ಸಂಪರ್ಕ ಮರುಸ್ಥಾಪನೆಗೆ ಶ್ರಮಿಸುತ್ತಿದ್ದಾರೆ. ಗ್ರಾಮೀಣ ಭಾಗದಲ್ಲಿ ವಿದ್ಯುತ್ ಸಮಸ್ಯೆ ಇನ್ನೂ ಮುಂದುವರಿದಿದೆ. ಗಾಳಿ-ಮಳೆಗೆ ಮರಗಳು ಬೀಳುತ್ತಿರುವುದರಿಂದ ಕೆಲಸಕ್ಕೆ ಅಡಚಣೆಯಾಗುತ್ತಿದೆ. ಕೆಲವು ಗ್ರಾಮಗಳಲ್ಲಿ ಮೂರು ದಿನಗಳಿಂದ ವಿದ್ಯುತ್ ಸಂಪರ್ಕವಿಲ್ಲ. ಸಾರ್ವಜನಿಕರು ಸಹಕರಿಸಬೇಕು ಎಂದು ಮೆಸ್ಕಾಂ ಅಧಿಕಾರಿಗಳು ಮನವಿ ಮಾಡಿದ್ದಾರೆ. xyxy=(572,709,684,896)
masthead-side-bar xyxy=(910,42,924,70)
udupi-loss-body2: ಉಡುಪಿ: ಜಿಲ್ಲೆಯಾದ್ಯಂತ ಮಳೆ ಹಿನ್ನೆಲೆಯಲ್ಲಿ ಉಂಟಾದ ಹಾನಿಯಿಂದ ಮೆಸ್ಕಾಂಗೆ ಅಂದಾಜು 5.15 ಕೋಟಿ ರೂ. ನಷ್ಟ ಉಂಟಾಗಿದೆ. ಕಳೆದ ಏಪ್ರಿಲ್‌ನಿಂದ ಜುಲೈವರೆಗೆ ಜಿಲ್ಲೆಯಲ್ಲಿ ಒಟ್ಟು 3113 ವಿದ್ಯುತ್ ಕಂಬಗಳು, 10 ಟ್ರಾನ್ಸ್‌ಫಾರ್ಮರ್‌ಗಳು ಹಾಗೂ 43.7 ಕಿ.ಮೀ. ಉದ್ದದ ವಿದ್ಯುತ್ ತಂತಿಗಳು ಹಾನಿಗೀಡಾಗಿವೆ. ಕಾರ್ಕಳ, ಕುಂದಾಪುರ, ಬೈಂದೂರು, ಹೆಬ್ರಿ ತಾಲೂಕುಗಳಲ್ಲಿ ಹೆಚ್ಚು ಹಾನಿಯಾಗಿದೆ. ಸುಮಾರು ಸಾವಿರಕ್ಕೂ ಅಧಿಕ ಸಿಬ್ಬಂದಿ ದುರಸ್ತಿ ಕಾರ್ಯದಲ್ಲಿ ತೊಡಗಿದ್ದು ವಿದ್ಯುತ್ ಸಂಪರ್ಕ ಮರುಸ್ಥಾಪನೆಗೆ ಶ್ರಮಿಸುತ್ತಿದ್ದಾರೆ. ಗ್ರಾಮೀಣ ಭಾಗದಲ್ಲಿ ವಿದ್ಯುತ್ ಸಮಸ್ಯೆ ಇನ್ನೂ ಮುಂದುವರಿದಿದೆ. ಗಾಳಿ-ಮಳೆಗೆ ಮರಗಳು ಬೀಳುತ್ತಿರುವುದರಿಂದ ಕೆಲಸಕ್ಕೆ ಅಡಚಣೆಯಾಗುತ್ತಿದೆ. ಕೆಲವು ಗ್ರಾಮಗಳಲ್ಲಿ ಮೂರು ದಿನಗಳಿಂದ ವಿದ್ಯುತ್ ಸಂಪರ್ಕವಿಲ್ಲ. ಸಾರ್ವಜನಿಕರು ಸಹಕರಿಸಬೇಕು ಎಂದು ಮೆಸ್ಕಾಂ ಅಧಿಕಾರಿಗಳು ಮನವಿ ಮಾಡಿದ್ದಾರೆ. xyxy=(688,901,796,1088)
section-separator xyxy=(22,1142,920,1148)
fallen-tree-photo xyxy=(26,716,186,826)
reg-mark-cyan xyxy=(6,10,15,19)
bekal-box-right: ದಿದ್ದಾರೆ. ಮಂಗಳೂರು ಮತ್ತು ಕಣ್ಣೂರು ವಿಮಾನ ನಿಲ್ದಾಣಗಳ ಮೂಲಕ ಜಿಲ್ಲೆಯ ಪ್ರವಾಸಿ ಕೇಂದ್ರಗಳಿಗೆ ತಲುಪಲು ವ್ಯವಸ್ಥಿತ ವಿಮಾನ ಸಂಪರ್ಕ ಇದೆ. ವಿಮಾನ ನಿಲ್ದಾಣದಿಂದ ಬಂದು ಮಲಬಾರ್ ಪ್ರದೇಶದಲ್ಲಿ ಸುತ್ತಾಡಲು ಅನುಕೂಲ. ರೈಲು ಸಂಪರ್ಕವೂ ಇದ್ದು ಬೇಕಲ ಕೋಟೆ, ಕಾಸರಗೋಡು, ಕಾಞಂಗಾಡ್ ನಿಲ್ದಾಣಗಳ ಮೂಲಕ ಪ್ರವಾಸಿಗರು ತಲುಪಬಹುದು. xyxy=(797,1230,915,1301)
lead-side-body: ಮಂಜೇಶ್ವರ ಮತ್ತು ಮಂಗಲ್ಪಾಡಿ ಗ್ರಾಮ ಪಂಚಾಯತ್ ವ್ಯಾಪ್ತಿಯ ಕಡಲ್ಕೊರೆತ ಸಂಭವಿಸುವ ಪ್ರದೇಶಗಳಲ್ಲಿ ಶಾಶ್ವತ ತಡೆಗೋಡೆ ನಿರ್ಮಾಣಕ್ಕೆ ಸ್ಥಳೀಯರು ಆಗ್ರಹಿಸಿದ್ದಾರೆ. ಅಲ್ಲದೆ ವ್ಯವಸ್ಥಿತ ತಡೆಗೋಡೆ ನಿರ್ಮಾಣಕ್ಕೆ ಕ್ರಮ ಕೈಗೊಳ್ಳಬೇಕು ಎಂದು ಒತ್ತಾಯಿಸಿದ್ದಾರೆ. ಈ ಬಗ್ಗೆ ಜನಪ್ರತಿನಿಧಿಗಳು ಸೂಕ್ತ ಕ್ರಮ ಕೈಗೊಳ್ಳಬೇಕು ಎಂದು ಆಗ್ರಹಿಸಿದ್ದಾರೆ. xyxy=(338,395,448,477)
